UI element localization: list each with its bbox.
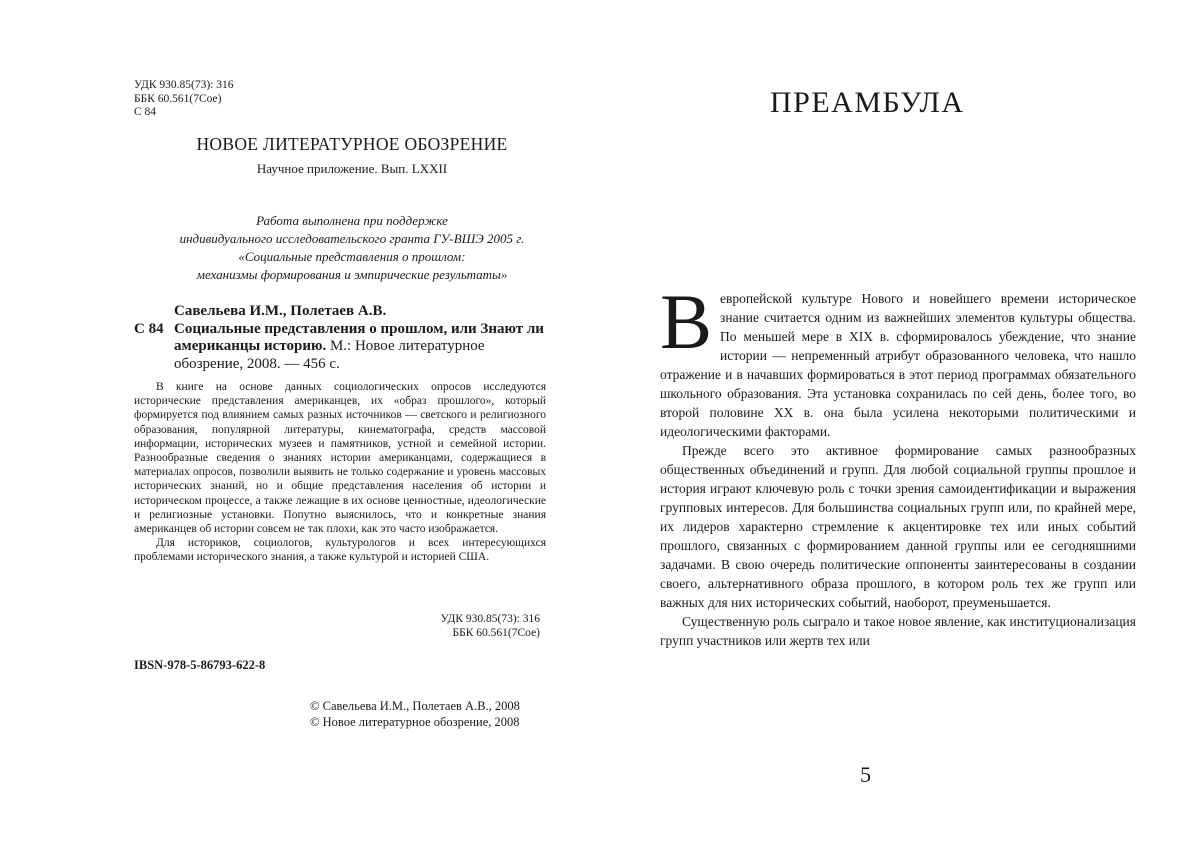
catalog-code: С 84 — [134, 321, 174, 374]
book-title: Социальные представления о прошлом, или Знают ли американцы историю. — [174, 321, 544, 355]
copyright-block — [310, 698, 520, 730]
chapter-heading: ПРЕАМБУЛА — [770, 86, 1170, 120]
authors: Савельева И.М., Полетаев А.В. — [134, 303, 546, 321]
author-mark: С 84 — [134, 106, 233, 120]
drop-cap: В — [660, 291, 712, 355]
abstract — [134, 380, 546, 565]
first-paragraph — [660, 289, 1136, 441]
series-block — [134, 134, 570, 177]
copyright-line: © Савельева И.М., Полетаев А.В., 2008 — [310, 698, 520, 714]
classification-codes — [134, 79, 233, 120]
grant-line: «Социальные представления о прошлом: — [134, 248, 570, 266]
bbk-code: ББК 60.561(7Сое) — [134, 93, 233, 107]
left-page — [0, 0, 600, 848]
paragraph: Прежде всего это активное формирование самых разнообразных общественных объединений и групп. Для любой социальной группы прошлое и история играют ключевую роль с точки зрения самоидентификации и выражения групповых интересов. Для большинства социальных групп или, по крайней мере, их лидеров характерно стремление к акцентировке тех или иных событий прошлого, связанных с формированием данной группы или ее сегодняшними задачами. В свою очередь политические оппоненты заинтересованы в создании своего, альтернативного образа прошлого, в котором роль тех же групп или важных для них исторических событий, наоборот, преуменьшается. — [660, 441, 1136, 612]
series-subtitle: Научное приложение. Вып. LXXII — [134, 161, 570, 177]
classification-codes-bottom — [420, 612, 540, 640]
grant-line: индивидуального исследовательского гранта ГУ-ВШЭ 2005 г. — [134, 230, 570, 248]
body-text — [660, 289, 1136, 650]
udk-code: УДК 930.85(73): 316 — [134, 79, 233, 93]
grant-line: механизмы формирования и эмпирические результаты» — [134, 266, 570, 284]
abstract-paragraph: В книге на основе данных социологических опросов исследуются исторические представления американцев, их «образ прошлого», который формируется под влиянием самых разных источников — светского и религиозного образования, популярной литературы, кинематографа, средств массовой информации, исторических музеев и памятников, устной и семейной истории. Разнообразные сведения о знаниях истории американцами, содержащиеся в материалах опросов, позволили выявить не только содержание и уровень массовых исторических знаний, но и общие представления населения об истории и историческом процессе, а также лежащие в их основе ценностные, идеологические и религиозные установки. Попутно выяснилось, что и конкретные знания американцев об истории совсем не так плохи, как это часто изображается. — [134, 380, 546, 536]
udk-code: УДК 930.85(73): 316 — [420, 612, 540, 626]
copyright-line: © Новое литературное обозрение, 2008 — [310, 714, 520, 730]
first-paragraph-text: европейской культуре Нового и новейшего времени историческое знание считается одним из важнейших элементов культуры общества. По меньшей мере в XIX в. сформировалось убеждение, что знание истории — непременный атрибут образованного человека, что нашло отражение и в начавших формироваться в этот период программах обязательного школьного образования. Эта установка сохранилась по сей день, более того, во второй половине XX в. она была усилена некоторыми политическими и идеологическими факторами. — [660, 291, 1136, 439]
grant-note — [134, 212, 570, 284]
bibliographic-record — [134, 303, 546, 373]
series-title: НОВОЕ ЛИТЕРАТУРНОЕ ОБОЗРЕНИЕ — [134, 134, 570, 155]
record-body — [174, 321, 546, 374]
paragraph: Существенную роль сыграло и такое новое явление, как институционализация групп участников или жертв тех или — [660, 612, 1136, 650]
imprint: М.: Новое литературное обозрение, 2008. — 456 с. — [174, 338, 485, 372]
page-number: 5 — [860, 762, 871, 788]
abstract-paragraph: Для историков, социологов, культурологов и всех интересующихся проблемами исторического знания, а также культурой и историей США. — [134, 536, 546, 564]
record-row — [134, 321, 546, 374]
isbn: IBSN-978-5-86793-622-8 — [134, 658, 265, 673]
grant-line: Работа выполнена при поддержке — [134, 212, 570, 230]
right-page — [600, 0, 1200, 848]
bbk-code: ББК 60.561(7Сое) — [420, 626, 540, 640]
